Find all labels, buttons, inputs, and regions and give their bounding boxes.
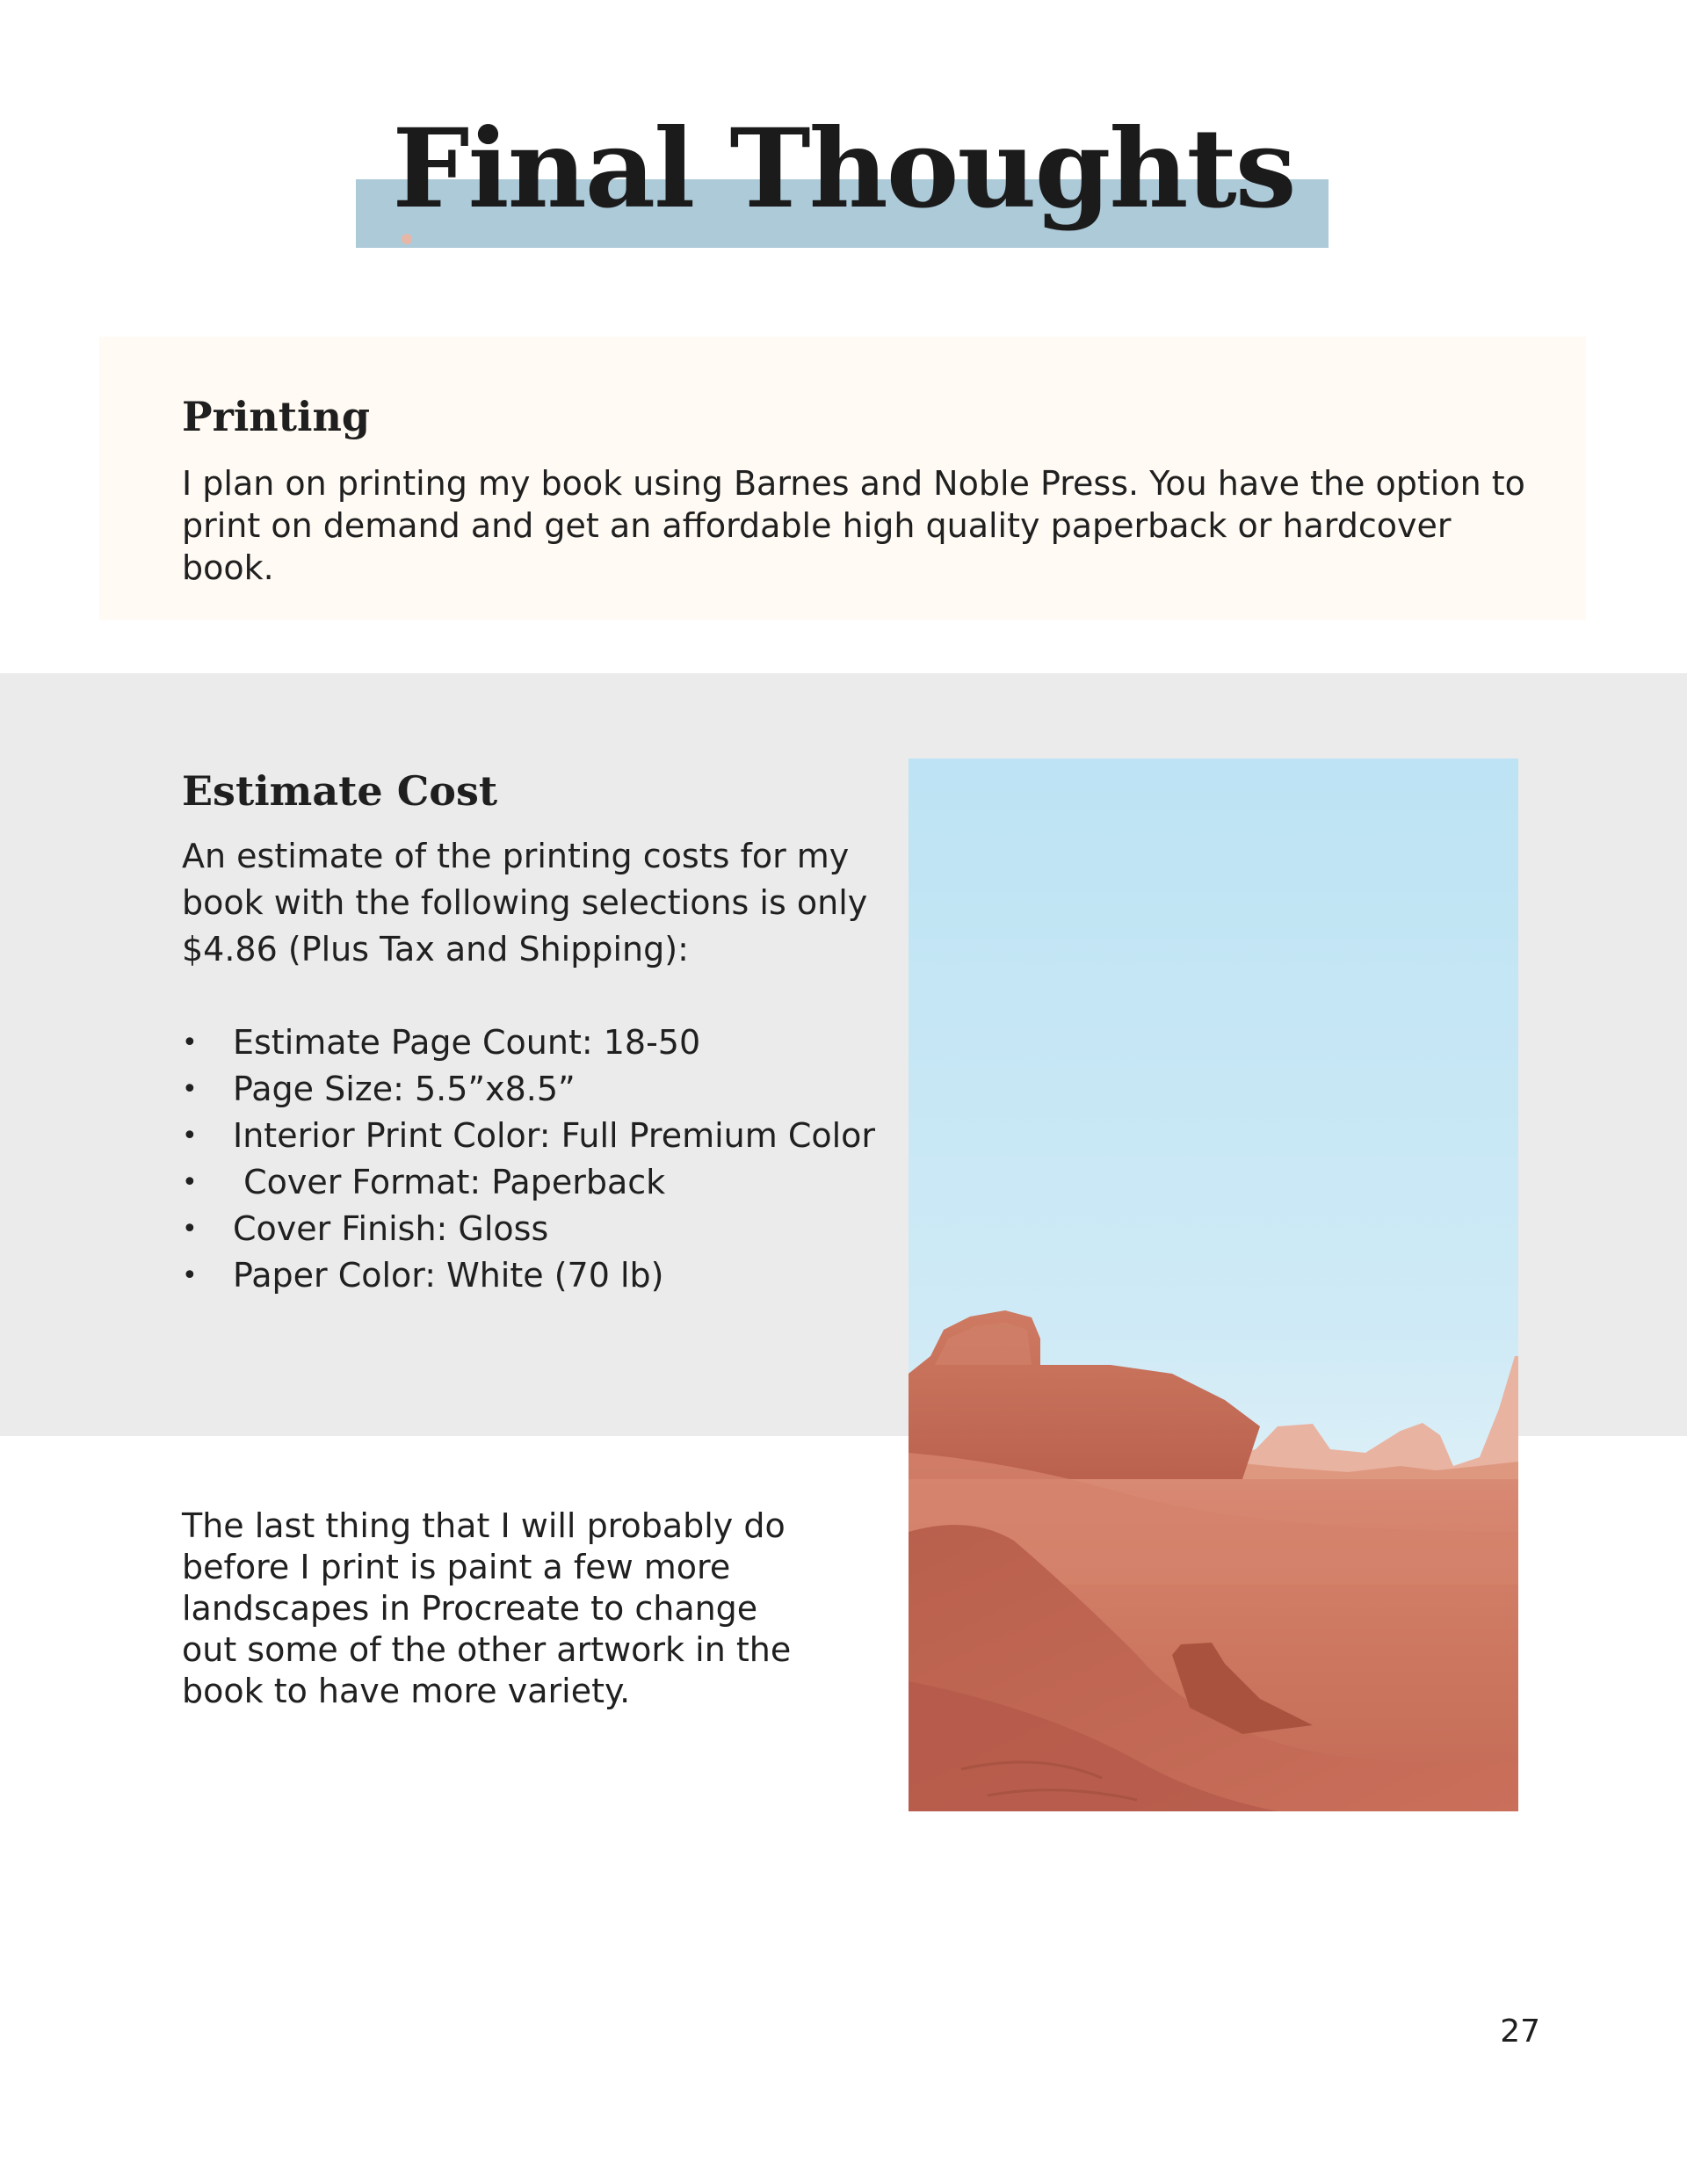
bullet-icon: • bbox=[182, 1260, 198, 1291]
spec-list bbox=[182, 1019, 885, 1299]
list-item-text: Interior Print Color: Full Premium Color bbox=[233, 1116, 876, 1155]
list-item bbox=[182, 1066, 885, 1113]
estimate-text: An estimate of the printing costs for my book with the following selections is only $4.86 (Plus Tax and Shipping): bbox=[182, 837, 868, 969]
list-item-text: Cover Format: Paperback bbox=[233, 1163, 666, 1201]
list-item-text: Estimate Page Count: 18-50 bbox=[233, 1023, 701, 1062]
list-item bbox=[182, 1252, 885, 1299]
bullet-icon: • bbox=[182, 1121, 198, 1151]
bullet-icon: • bbox=[182, 1027, 198, 1058]
printing-text: I plan on printing my book using Barnes and Noble Press. You have the option to print on demand and get an affordable high quality paperback or hardcover book. bbox=[182, 464, 1525, 587]
bullet-icon: • bbox=[182, 1167, 198, 1198]
list-item-text: Cover Finish: Gloss bbox=[233, 1209, 549, 1248]
list-item bbox=[182, 1019, 885, 1066]
desert-landscape-image bbox=[909, 758, 1518, 1811]
list-item bbox=[182, 1206, 885, 1252]
list-item-text: Page Size: 5.5”x8.5” bbox=[233, 1070, 576, 1108]
bullet-icon: • bbox=[182, 1074, 198, 1105]
list-item bbox=[182, 1113, 885, 1159]
list-item bbox=[182, 1159, 885, 1206]
page-title: Final Thoughts bbox=[392, 105, 1295, 233]
printing-heading: Printing bbox=[182, 393, 371, 440]
closing-text: The last thing that I will probably do before I print is paint a few more landscapes in Procreate to change out some of the other artwork in the book to have more variety. bbox=[182, 1506, 792, 1710]
estimate-heading: Estimate Cost bbox=[182, 767, 498, 815]
bullet-icon: • bbox=[182, 1214, 198, 1244]
page-number: 27 bbox=[1500, 2013, 1540, 2050]
list-item-text: Paper Color: White (70 lb) bbox=[233, 1256, 664, 1295]
